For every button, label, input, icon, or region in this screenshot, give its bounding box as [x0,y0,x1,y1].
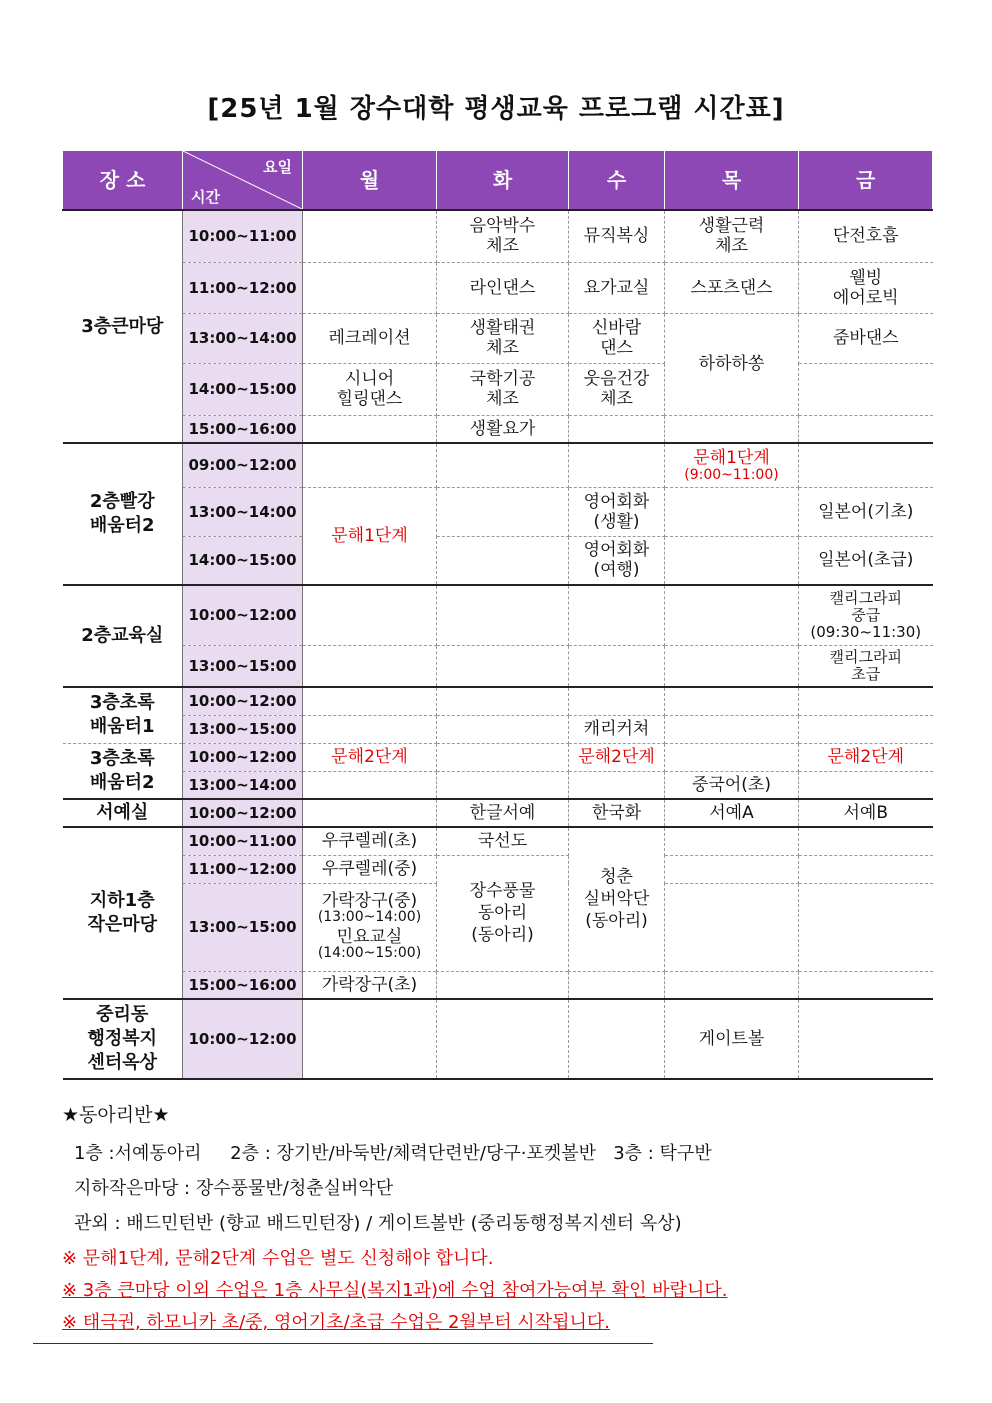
header-day-label: 요일 [263,158,292,176]
time-cell: 15:00~16:00 [183,415,303,443]
time-cell: 13:00~14:00 [183,771,303,799]
class-cell [303,687,437,715]
table-row [63,487,933,536]
table-row [63,799,933,827]
class-cell: 생활태권 체조 [437,313,569,363]
class-cell [437,715,569,743]
class-cell: 서예A [665,799,799,827]
class-cell: 음악박수 체조 [437,210,569,262]
table-row [63,262,933,313]
class-cell [437,687,569,715]
header-row [63,151,933,211]
class-cell: 캐리커쳐 [569,715,665,743]
class-cell [303,715,437,743]
schedule-table [62,150,933,1080]
class-cell [799,715,933,743]
class-cell [569,645,665,687]
class-cell [665,827,799,855]
table-row [63,743,933,771]
class-cell: 생활근력 체조 [665,210,799,262]
class-cell [437,743,569,771]
table-row [63,827,933,855]
place-cell: 3층큰마당 [63,210,183,443]
class-cell [665,743,799,771]
header-corner [183,151,303,211]
table-row [63,210,933,262]
time-cell: 14:00~15:00 [183,536,303,585]
class-cell [799,999,933,1079]
class-cell: 청춘 실버악단 (동아리) [569,827,665,971]
class-cell [437,536,569,585]
class-cell: 캘리그라피 초급 [799,645,933,687]
class-cell [799,687,933,715]
table-row [63,313,933,363]
notice-line: ※ 3층 큰마당 이외 수업은 1층 사무실(복지1과)에 수업 참여가능여부 확인 바랍니다. [62,1280,728,1301]
place-cell: 3층초록 배움터2 [63,743,183,799]
class-cell [303,443,437,487]
table-row [63,855,933,883]
table-row [63,645,933,687]
header-tue: 화 [437,151,569,211]
time-cell: 13:00~14:00 [183,487,303,536]
class-cell: 문해2단계 [799,743,933,771]
class-cell: 일본어(기초) [799,487,933,536]
class-cell: 국학기공 체조 [437,363,569,415]
class-cell: 뮤직복싱 [569,210,665,262]
class-cell [437,971,569,999]
notice-line: ※ 태극권, 하모니카 초/중, 영어기초/초급 수업은 2월부터 시작됩니다. [62,1312,610,1333]
class-cell [437,771,569,799]
time-cell: 11:00~12:00 [183,262,303,313]
class-cell [799,883,933,971]
header-thu: 목 [665,151,799,211]
class-cell: 시니어 힐링댄스 [303,363,437,415]
notice-line: ※ 문해1단계, 문해2단계 수업은 별도 신청해야 합니다. [62,1248,494,1269]
divider [33,1343,653,1344]
class-cell [303,262,437,313]
club-line: 1층 :서예동아리 2층 : 장기반/바둑반/체력단련반/당구·포켓볼반 3층 : 탁구반 [74,1143,712,1164]
class-cell [303,585,437,645]
table-row [63,536,933,585]
header-place: 장 소 [63,151,183,211]
class-cell: 스포츠댄스 [665,262,799,313]
class-cell [303,771,437,799]
header-time-label: 시간 [191,188,220,206]
class-name: 가락장구(중) [321,891,418,911]
time-cell: 11:00~12:00 [183,855,303,883]
class-cell [569,771,665,799]
time-cell: 10:00~12:00 [183,687,303,715]
class-cell: 문해2단계 [569,743,665,771]
class-cell [799,971,933,999]
class-cell [303,999,437,1079]
class-cell: 라인댄스 [437,262,569,313]
class-cell: 웰빙 에어로빅 [799,262,933,313]
table-row [63,971,933,999]
class-cell [665,645,799,687]
place-cell: 지하1층 작은마당 [63,827,183,999]
class-cell: 영어회화 (생활) [569,487,665,536]
class-cell: 한국화 [569,799,665,827]
time-cell: 10:00~11:00 [183,210,303,262]
class-cell [799,363,933,415]
class-cell: 문해2단계 [303,743,437,771]
class-cell: 우쿠렐레(중) [303,855,437,883]
header-wed: 수 [569,151,665,211]
class-cell [437,999,569,1079]
class-name: 문해1단계 [693,447,770,468]
class-cell [665,443,799,487]
time-cell: 09:00~12:00 [183,443,303,487]
header-mon: 월 [303,151,437,211]
class-cell [799,855,933,883]
class-time-note: (9:00~11:00) [684,466,779,483]
class-cell [437,487,569,536]
class-cell: 한글서예 [437,799,569,827]
club-heading: ★동아리반★ [62,1104,170,1126]
table-row [63,415,933,443]
class-cell: 우쿠렐레(초) [303,827,437,855]
time-cell: 10:00~12:00 [183,999,303,1079]
class-cell [569,687,665,715]
time-cell: 13:00~15:00 [183,645,303,687]
class-cell [569,443,665,487]
table-row [63,443,933,487]
class-cell: 장수풍물 동아리 (동아리) [437,855,569,971]
class-cell: 레크레이션 [303,313,437,363]
class-cell: 하하하쏭 [665,313,799,415]
class-cell [665,715,799,743]
class-cell: 요가교실 [569,262,665,313]
class-cell [665,855,799,883]
class-cell [665,687,799,715]
class-cell: 서예B [799,799,933,827]
class-cell: 신바람 댄스 [569,313,665,363]
table-row [63,715,933,743]
class-cell: 문해1단계 [303,487,437,585]
time-cell: 10:00~12:00 [183,799,303,827]
class-time-note: (13:00~14:00) [317,909,422,925]
class-time-note: (14:00~15:00) [317,945,422,961]
class-cell [799,415,933,443]
time-cell: 10:00~12:00 [183,743,303,771]
table-row [63,687,933,715]
table-row [63,999,933,1079]
header-fri: 금 [799,151,933,211]
notes-section [62,1100,942,1342]
class-cell [569,585,665,645]
class-cell [665,585,799,645]
class-cell [665,883,799,971]
class-cell [665,487,799,536]
class-cell [303,799,437,827]
place-cell: 중리동 행정복지 센터옥상 [63,999,183,1079]
class-cell [799,827,933,855]
class-cell: 국선도 [437,827,569,855]
page-title: [25년 1월 장수대학 평생교육 프로그램 시간표] [207,94,785,124]
class-cell [437,645,569,687]
class-cell [303,883,437,971]
class-cell [303,415,437,443]
place-cell: 3층초록 배움터1 [63,687,183,743]
class-cell: 웃음건강 체조 [569,363,665,415]
class-cell [569,415,665,443]
class-cell: 게이트볼 [665,999,799,1079]
class-cell [303,210,437,262]
class-cell [569,971,665,999]
class-cell: 중국어(초) [665,771,799,799]
class-cell: 생활요가 [437,415,569,443]
class-cell [569,999,665,1079]
class-name: 캘리그라피 중급 [829,588,902,624]
class-cell [665,971,799,999]
class-cell [799,443,933,487]
time-cell: 10:00~12:00 [183,585,303,645]
time-cell: 10:00~11:00 [183,827,303,855]
class-cell [665,536,799,585]
time-cell: 15:00~16:00 [183,971,303,999]
class-cell [437,443,569,487]
class-cell: 일본어(초급) [799,536,933,585]
class-cell: 영어회화 (여행) [569,536,665,585]
time-cell: 13:00~15:00 [183,883,303,971]
class-cell [303,645,437,687]
class-name: 민요교실 [336,927,403,947]
class-cell: 줌바댄스 [799,313,933,363]
place-cell: 2층빨강 배움터2 [63,443,183,585]
class-cell [665,415,799,443]
class-cell [437,585,569,645]
place-cell: 2층교육실 [63,585,183,687]
class-time-note: (09:30~11:30) [810,622,922,641]
table-row [63,363,933,415]
class-cell [799,771,933,799]
place-cell: 서예실 [63,799,183,827]
club-line: 지하작은마당 : 장수풍물반/청춘실버악단 [74,1178,394,1199]
time-cell: 13:00~14:00 [183,313,303,363]
class-cell: 단전호흡 [799,210,933,262]
class-cell [799,585,933,645]
table-row [63,771,933,799]
time-cell: 13:00~15:00 [183,715,303,743]
time-cell: 14:00~15:00 [183,363,303,415]
class-cell: 가락장구(초) [303,971,437,999]
club-line: 관외 : 배드민턴반 (향교 배드민턴장) / 게이트볼반 (중리동행정복지센터 옥상) [74,1213,682,1234]
table-row [63,585,933,645]
